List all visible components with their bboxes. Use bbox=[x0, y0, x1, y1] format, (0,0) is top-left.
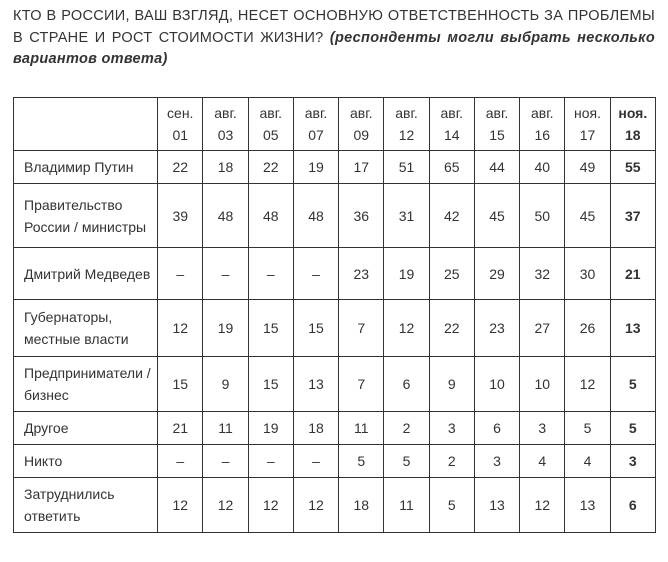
column-header-year: 14 bbox=[443, 127, 460, 143]
row-label: Затруднились ответить bbox=[14, 478, 158, 533]
value-cell: 7 bbox=[339, 357, 384, 412]
question-note: (респонденты могли выбрать несколько вариантов ответа) bbox=[13, 29, 655, 67]
row-label: Правительство России / министры bbox=[14, 184, 158, 248]
column-header-month: авг. bbox=[440, 105, 463, 121]
value-cell: 19 bbox=[293, 151, 338, 184]
value-cell: 7 bbox=[339, 300, 384, 357]
value-cell: 48 bbox=[203, 184, 248, 248]
value-cell: 11 bbox=[384, 478, 429, 533]
value-cell: 3 bbox=[429, 412, 474, 445]
column-header bbox=[429, 98, 474, 151]
table-row bbox=[14, 300, 656, 357]
value-cell: 45 bbox=[474, 184, 519, 248]
value-cell: 4 bbox=[565, 445, 610, 478]
value-cell: 30 bbox=[565, 248, 610, 300]
value-cell: 12 bbox=[203, 478, 248, 533]
value-cell: 19 bbox=[203, 300, 248, 357]
column-header bbox=[520, 98, 565, 151]
value-cell: 27 bbox=[520, 300, 565, 357]
value-cell: 19 bbox=[248, 412, 293, 445]
value-cell: 12 bbox=[565, 357, 610, 412]
value-cell: 22 bbox=[248, 151, 293, 184]
column-header-month: ноя. bbox=[618, 105, 648, 121]
column-header-month: авг. bbox=[214, 105, 237, 121]
column-header-month: авг. bbox=[485, 105, 509, 121]
value-cell: 48 bbox=[293, 184, 338, 248]
column-header bbox=[565, 98, 610, 151]
column-header bbox=[384, 98, 429, 151]
column-header-year: 05 bbox=[262, 127, 279, 143]
row-label: Дмитрий Медведев bbox=[14, 248, 158, 300]
column-header-month: авг. bbox=[349, 105, 373, 121]
row-label: Никто bbox=[14, 445, 158, 478]
value-cell: 11 bbox=[203, 412, 248, 445]
value-cell: 40 bbox=[520, 151, 565, 184]
value-cell: – bbox=[203, 248, 248, 300]
value-cell: 6 bbox=[610, 478, 655, 533]
value-cell: 36 bbox=[339, 184, 384, 248]
value-cell: 18 bbox=[339, 478, 384, 533]
value-cell: 12 bbox=[158, 478, 203, 533]
value-cell: – bbox=[293, 248, 338, 300]
column-header-year: 03 bbox=[217, 127, 234, 143]
value-cell: 2 bbox=[384, 412, 429, 445]
value-cell: 65 bbox=[429, 151, 474, 184]
table-row bbox=[14, 357, 656, 412]
value-cell: 3 bbox=[520, 412, 565, 445]
value-cell: 23 bbox=[474, 300, 519, 357]
value-cell: 13 bbox=[565, 478, 610, 533]
value-cell: – bbox=[203, 445, 248, 478]
column-header-year: 15 bbox=[489, 127, 505, 143]
value-cell: 10 bbox=[520, 357, 565, 412]
value-cell: 44 bbox=[474, 151, 519, 184]
column-header bbox=[158, 98, 203, 151]
question-text: КТО В РОССИИ, ВАШ ВЗГЛЯД, НЕСЕТ ОСНОВНУЮ ОТВЕТСТВЕННОСТЬ ЗА ПРОБЛЕМЫ В СТРАНЕ И РОСТ СТОИМОСТИ ЖИЗНИ? bbox=[13, 8, 655, 46]
value-cell: 3 bbox=[474, 445, 519, 478]
column-header-year: 18 bbox=[625, 127, 641, 143]
value-cell: 48 bbox=[248, 184, 293, 248]
value-cell: 15 bbox=[248, 357, 293, 412]
value-cell: 51 bbox=[384, 151, 429, 184]
value-cell: 12 bbox=[520, 478, 565, 533]
table-row bbox=[14, 248, 656, 300]
value-cell: 5 bbox=[339, 445, 384, 478]
value-cell: 5 bbox=[610, 357, 655, 412]
value-cell: 45 bbox=[565, 184, 610, 248]
column-header-month: авг. bbox=[259, 105, 282, 121]
row-label: Владимир Путин bbox=[14, 151, 158, 184]
table-header-row bbox=[14, 98, 656, 151]
column-header-month: авг. bbox=[304, 105, 328, 121]
column-header-year: 17 bbox=[579, 127, 596, 143]
value-cell: 11 bbox=[339, 412, 384, 445]
value-cell: 22 bbox=[158, 151, 203, 184]
survey-question-heading bbox=[13, 6, 655, 71]
value-cell: – bbox=[158, 445, 203, 478]
column-header bbox=[203, 98, 248, 151]
value-cell: 13 bbox=[610, 300, 655, 357]
column-header-month: сен. bbox=[167, 105, 194, 121]
value-cell: 5 bbox=[610, 412, 655, 445]
table-row bbox=[14, 478, 656, 533]
value-cell: 32 bbox=[520, 248, 565, 300]
value-cell: 55 bbox=[610, 151, 655, 184]
value-cell: 13 bbox=[293, 357, 338, 412]
value-cell: 15 bbox=[293, 300, 338, 357]
value-cell: 26 bbox=[565, 300, 610, 357]
column-header bbox=[610, 98, 655, 151]
row-label: Предприниматели / бизнес bbox=[14, 357, 158, 412]
column-header bbox=[339, 98, 384, 151]
column-header-year: 07 bbox=[308, 127, 324, 143]
value-cell: 18 bbox=[203, 151, 248, 184]
column-header-year: 16 bbox=[534, 127, 551, 143]
value-cell: 12 bbox=[248, 478, 293, 533]
value-cell: – bbox=[248, 248, 293, 300]
value-cell: 6 bbox=[474, 412, 519, 445]
value-cell: – bbox=[293, 445, 338, 478]
table-row bbox=[14, 151, 656, 184]
column-header bbox=[474, 98, 519, 151]
table-row bbox=[14, 184, 656, 248]
value-cell: 22 bbox=[429, 300, 474, 357]
value-cell: 12 bbox=[158, 300, 203, 357]
column-header bbox=[293, 98, 338, 151]
value-cell: 3 bbox=[610, 445, 655, 478]
value-cell: 5 bbox=[384, 445, 429, 478]
header-corner-cell bbox=[14, 98, 158, 151]
value-cell: 4 bbox=[520, 445, 565, 478]
column-header-month: авг. bbox=[395, 105, 418, 121]
value-cell: 39 bbox=[158, 184, 203, 248]
survey-results-table bbox=[13, 97, 656, 533]
value-cell: 15 bbox=[248, 300, 293, 357]
column-header-month: авг. bbox=[530, 105, 554, 121]
value-cell: 29 bbox=[474, 248, 519, 300]
value-cell: 31 bbox=[384, 184, 429, 248]
value-cell: 21 bbox=[158, 412, 203, 445]
value-cell: 17 bbox=[339, 151, 384, 184]
value-cell: 10 bbox=[474, 357, 519, 412]
row-label: Другое bbox=[14, 412, 158, 445]
value-cell: 23 bbox=[339, 248, 384, 300]
value-cell: 25 bbox=[429, 248, 474, 300]
value-cell: 12 bbox=[384, 300, 429, 357]
value-cell: 6 bbox=[384, 357, 429, 412]
value-cell: 15 bbox=[158, 357, 203, 412]
value-cell: 13 bbox=[474, 478, 519, 533]
value-cell: 42 bbox=[429, 184, 474, 248]
value-cell: 37 bbox=[610, 184, 655, 248]
row-label: Губернаторы, местные власти bbox=[14, 300, 158, 357]
value-cell: 5 bbox=[565, 412, 610, 445]
table-row bbox=[14, 445, 656, 478]
value-cell: 21 bbox=[610, 248, 655, 300]
value-cell: 49 bbox=[565, 151, 610, 184]
column-header-year: 12 bbox=[398, 127, 415, 143]
value-cell: 9 bbox=[203, 357, 248, 412]
value-cell: – bbox=[158, 248, 203, 300]
table-row bbox=[14, 412, 656, 445]
value-cell: 18 bbox=[293, 412, 338, 445]
value-cell: – bbox=[248, 445, 293, 478]
value-cell: 2 bbox=[429, 445, 474, 478]
value-cell: 9 bbox=[429, 357, 474, 412]
value-cell: 12 bbox=[293, 478, 338, 533]
column-header-month: ноя. bbox=[574, 105, 601, 121]
column-header-year: 09 bbox=[353, 127, 370, 143]
value-cell: 19 bbox=[384, 248, 429, 300]
value-cell: 5 bbox=[429, 478, 474, 533]
column-header bbox=[248, 98, 293, 151]
column-header-year: 01 bbox=[172, 127, 189, 143]
value-cell: 50 bbox=[520, 184, 565, 248]
